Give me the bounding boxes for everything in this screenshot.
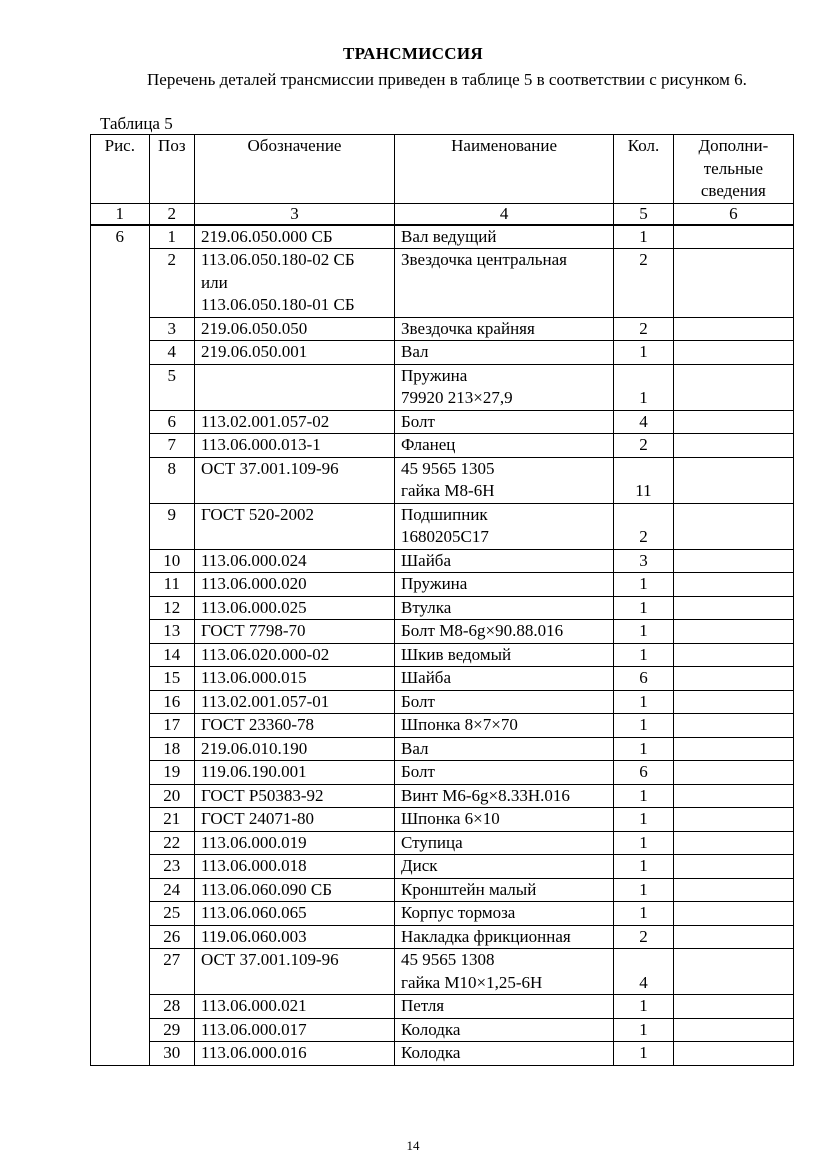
name-cell xyxy=(395,714,614,738)
table-caption: Таблица 5 xyxy=(100,114,173,133)
designation-line: 113.06.060.065 xyxy=(201,903,307,922)
position-cell: 1 xyxy=(149,225,194,249)
quantity-cell: 3 xyxy=(614,549,674,573)
name-cell xyxy=(395,434,614,458)
designation-line: 219.06.050.050 xyxy=(201,318,308,338)
table-row xyxy=(91,457,794,503)
name-cell xyxy=(395,808,614,832)
name-cell xyxy=(395,620,614,644)
position-cell: 8 xyxy=(149,457,194,503)
additional-info-cell xyxy=(673,620,793,644)
name-line: Колодка xyxy=(401,1019,461,1039)
quantity-cell: 1 xyxy=(614,1042,674,1066)
table-row xyxy=(91,549,794,573)
position-cell: 12 xyxy=(149,596,194,620)
name-cell xyxy=(395,503,614,549)
header-dop xyxy=(673,135,793,204)
additional-info-cell xyxy=(673,225,793,249)
designation-cell xyxy=(195,995,395,1019)
quantity-cell: 1 xyxy=(614,620,674,644)
designation-cell xyxy=(195,949,395,995)
name-line: Винт М6-6g×8.33Н.016 xyxy=(401,785,570,805)
column-number: 1 xyxy=(91,203,150,225)
position-cell: 20 xyxy=(149,784,194,808)
name-cell xyxy=(395,549,614,573)
header-oboznachenie: Обозначение xyxy=(195,135,395,204)
position-cell: 23 xyxy=(149,855,194,879)
designation-cell xyxy=(195,434,395,458)
designation-cell xyxy=(195,925,395,949)
additional-info-cell xyxy=(673,573,793,597)
name-line: Шайба xyxy=(401,668,451,687)
table-row xyxy=(91,784,794,808)
table-row xyxy=(91,949,794,995)
position-cell: 18 xyxy=(149,737,194,761)
table-row xyxy=(91,434,794,458)
position-cell: 6 xyxy=(149,410,194,434)
table-row xyxy=(91,925,794,949)
designation-line: 113.06.020.000-02 xyxy=(201,644,330,664)
additional-info-cell xyxy=(673,667,793,691)
name-line: Звездочка крайняя xyxy=(401,318,535,338)
position-cell: 11 xyxy=(149,573,194,597)
table-row xyxy=(91,878,794,902)
name-cell xyxy=(395,225,614,249)
designation-cell xyxy=(195,761,395,785)
name-cell xyxy=(395,1042,614,1066)
designation-cell xyxy=(195,503,395,549)
position-cell: 22 xyxy=(149,831,194,855)
additional-info-cell xyxy=(673,434,793,458)
name-cell xyxy=(395,410,614,434)
table-row xyxy=(91,855,794,879)
name-cell xyxy=(395,995,614,1019)
designation-line: ГОСТ 23360-78 xyxy=(201,715,315,734)
designation-line: 113.06.000.013-1 xyxy=(201,435,321,454)
position-cell: 29 xyxy=(149,1018,194,1042)
name-cell xyxy=(395,761,614,785)
designation-cell xyxy=(195,643,395,667)
name-line: Корпус тормоза xyxy=(401,903,516,922)
quantity-cell: 1 xyxy=(614,341,674,365)
designation-cell xyxy=(195,714,395,738)
quantity-cell: 2 xyxy=(614,434,674,458)
name-line: Вал ведущий xyxy=(401,226,497,246)
table-row xyxy=(91,341,794,365)
quantity-cell: 2 xyxy=(614,925,674,949)
name-line: гайка М8-6Н xyxy=(401,481,495,500)
quantity-cell: 1 xyxy=(614,784,674,808)
designation-line: 219.06.010.190 xyxy=(201,738,308,758)
designation-line: 113.06.000.021 xyxy=(201,996,307,1015)
name-line: Болт xyxy=(401,691,435,711)
name-line: 79920 213×27,9 xyxy=(401,388,513,407)
quantity-cell: 1 xyxy=(614,690,674,714)
name-line: Накладка фрикционная xyxy=(401,926,571,946)
additional-info-cell xyxy=(673,784,793,808)
table-row xyxy=(91,503,794,549)
column-number: 6 xyxy=(673,203,793,225)
table-row xyxy=(91,643,794,667)
table-row xyxy=(91,317,794,341)
name-cell xyxy=(395,690,614,714)
position-cell: 17 xyxy=(149,714,194,738)
additional-info-cell xyxy=(673,410,793,434)
name-line: Фланец xyxy=(401,435,456,454)
additional-info-cell xyxy=(673,808,793,832)
position-cell: 10 xyxy=(149,549,194,573)
column-number-row xyxy=(91,203,794,225)
designation-cell xyxy=(195,1042,395,1066)
designation-line: ГОСТ 520-2002 xyxy=(201,504,315,524)
position-cell: 5 xyxy=(149,364,194,410)
additional-info-cell xyxy=(673,341,793,365)
table-row xyxy=(91,249,794,318)
name-cell xyxy=(395,596,614,620)
quantity-cell: 2 xyxy=(614,503,674,549)
table-row xyxy=(91,596,794,620)
designation-line: ГОСТ 7798-70 xyxy=(201,621,306,640)
designation-cell xyxy=(195,317,395,341)
quantity-cell: 1 xyxy=(614,714,674,738)
additional-info-cell xyxy=(673,855,793,879)
name-line: Ступица xyxy=(401,832,463,852)
page-number: 14 xyxy=(406,1138,420,1153)
name-line: Шпонка 6×10 xyxy=(401,809,500,828)
header-kol: Кол. xyxy=(614,135,674,204)
designation-line: 113.02.001.057-02 xyxy=(201,411,330,431)
designation-line: 113.06.000.016 xyxy=(201,1043,307,1062)
designation-line: 119.06.190.001 xyxy=(201,762,307,781)
table-row xyxy=(91,995,794,1019)
designation-line: ОСТ 37.001.109-96 xyxy=(201,458,339,478)
name-cell xyxy=(395,643,614,667)
column-number: 2 xyxy=(149,203,194,225)
table-row xyxy=(91,902,794,926)
designation-line: 113.06.000.015 xyxy=(201,668,307,687)
table-row xyxy=(91,761,794,785)
name-line: Болт xyxy=(401,411,435,431)
designation-cell xyxy=(195,808,395,832)
position-cell: 7 xyxy=(149,434,194,458)
designation-cell xyxy=(195,620,395,644)
designation-line: 113.06.000.017 xyxy=(201,1019,307,1039)
quantity-cell: 1 xyxy=(614,808,674,832)
quantity-cell: 1 xyxy=(614,902,674,926)
designation-cell xyxy=(195,784,395,808)
additional-info-cell xyxy=(673,690,793,714)
name-line: Пружина xyxy=(401,365,468,385)
quantity-cell: 6 xyxy=(614,761,674,785)
position-cell: 3 xyxy=(149,317,194,341)
name-cell xyxy=(395,925,614,949)
designation-line: ОСТ 37.001.109-96 xyxy=(201,950,339,969)
name-line: Вал xyxy=(401,342,429,361)
position-cell: 24 xyxy=(149,878,194,902)
name-line: Петля xyxy=(401,996,445,1015)
table-row xyxy=(91,831,794,855)
designation-cell xyxy=(195,573,395,597)
quantity-cell: 1 xyxy=(614,737,674,761)
designation-cell xyxy=(195,341,395,365)
name-line: Шпонка 8×7×70 xyxy=(401,715,518,734)
name-line: Колодка xyxy=(401,1043,461,1062)
designation-cell xyxy=(195,737,395,761)
position-cell: 14 xyxy=(149,643,194,667)
designation-line: 113.06.050.180-01 СБ xyxy=(201,295,355,314)
header-dop-line1: Дополни- xyxy=(698,136,769,155)
name-cell xyxy=(395,737,614,761)
name-cell xyxy=(395,573,614,597)
name-line: Шайба xyxy=(401,550,451,570)
designation-line: 113.02.001.057-01 xyxy=(201,691,330,711)
designation-cell xyxy=(195,878,395,902)
additional-info-cell xyxy=(673,902,793,926)
name-line: Пружина xyxy=(401,574,468,593)
position-cell: 13 xyxy=(149,620,194,644)
designation-line: 219.06.050.001 xyxy=(201,342,308,361)
quantity-cell: 1 xyxy=(614,225,674,249)
name-cell xyxy=(395,317,614,341)
name-cell xyxy=(395,831,614,855)
name-cell xyxy=(395,855,614,879)
designation-line: 113.06.000.019 xyxy=(201,832,307,852)
page-title: ТРАНСМИССИЯ xyxy=(343,44,483,63)
additional-info-cell xyxy=(673,643,793,667)
name-line: Болт М8-6g×90.88.016 xyxy=(401,621,564,640)
quantity-cell: 1 xyxy=(614,855,674,879)
designation-cell xyxy=(195,690,395,714)
additional-info-cell xyxy=(673,317,793,341)
name-cell xyxy=(395,902,614,926)
quantity-cell: 4 xyxy=(614,949,674,995)
position-cell: 26 xyxy=(149,925,194,949)
quantity-cell: 2 xyxy=(614,249,674,318)
table-row xyxy=(91,364,794,410)
table-row xyxy=(91,620,794,644)
designation-cell xyxy=(195,364,395,410)
designation-cell xyxy=(195,667,395,691)
name-cell xyxy=(395,1018,614,1042)
name-cell xyxy=(395,457,614,503)
table-row xyxy=(91,667,794,691)
designation-cell xyxy=(195,596,395,620)
additional-info-cell xyxy=(673,1018,793,1042)
designation-line: или xyxy=(201,272,228,292)
table-row xyxy=(91,690,794,714)
position-cell: 30 xyxy=(149,1042,194,1066)
quantity-cell: 1 xyxy=(614,878,674,902)
position-cell: 15 xyxy=(149,667,194,691)
quantity-cell: 1 xyxy=(614,831,674,855)
name-cell xyxy=(395,364,614,410)
table-row xyxy=(91,808,794,832)
position-cell: 21 xyxy=(149,808,194,832)
quantity-cell: 1 xyxy=(614,1018,674,1042)
quantity-cell: 4 xyxy=(614,410,674,434)
table-row xyxy=(91,573,794,597)
designation-cell xyxy=(195,457,395,503)
designation-cell xyxy=(195,225,395,249)
name-cell xyxy=(395,878,614,902)
designation-cell xyxy=(195,855,395,879)
header-dop-line3: сведения xyxy=(700,181,766,200)
additional-info-cell xyxy=(673,925,793,949)
position-cell: 27 xyxy=(149,949,194,995)
designation-line: ГОСТ Р50383-92 xyxy=(201,785,324,805)
name-line: Втулка xyxy=(401,597,452,617)
table-row xyxy=(91,225,794,249)
designation-line: 113.06.050.180-02 СБ xyxy=(201,250,355,269)
position-cell: 2 xyxy=(149,249,194,318)
parts-table-body xyxy=(91,225,794,1066)
name-line: Болт xyxy=(401,762,435,781)
designation-line: 113.06.000.018 xyxy=(201,856,307,875)
name-line: 45 9565 1305 xyxy=(401,458,495,478)
column-number: 3 xyxy=(195,203,395,225)
table-header-row xyxy=(91,135,794,204)
name-line: Подшипник xyxy=(401,504,488,524)
header-ris: Рис. xyxy=(91,135,150,204)
name-line: Звездочка центральная xyxy=(401,250,567,269)
additional-info-cell xyxy=(673,457,793,503)
position-cell: 25 xyxy=(149,902,194,926)
designation-cell xyxy=(195,249,395,318)
additional-info-cell xyxy=(673,1042,793,1066)
position-cell: 16 xyxy=(149,690,194,714)
additional-info-cell xyxy=(673,249,793,318)
additional-info-cell xyxy=(673,949,793,995)
quantity-cell: 1 xyxy=(614,596,674,620)
name-line: гайка М10×1,25-6Н xyxy=(401,972,543,992)
position-cell: 28 xyxy=(149,995,194,1019)
table-row xyxy=(91,410,794,434)
table-row xyxy=(91,737,794,761)
designation-cell xyxy=(195,549,395,573)
designation-line: 113.06.000.024 xyxy=(201,550,307,570)
additional-info-cell xyxy=(673,549,793,573)
additional-info-cell xyxy=(673,596,793,620)
designation-cell xyxy=(195,831,395,855)
name-line: 1680205С17 xyxy=(401,527,489,546)
additional-info-cell xyxy=(673,878,793,902)
additional-info-cell xyxy=(673,364,793,410)
designation-line: 113.06.000.025 xyxy=(201,597,307,617)
name-cell xyxy=(395,249,614,318)
additional-info-cell xyxy=(673,714,793,738)
quantity-cell: 1 xyxy=(614,573,674,597)
header-poz: Поз xyxy=(149,135,194,204)
name-line: Диск xyxy=(401,856,438,875)
quantity-cell: 1 xyxy=(614,364,674,410)
position-cell: 19 xyxy=(149,761,194,785)
designation-cell xyxy=(195,902,395,926)
header-dop-line2: тельные xyxy=(703,158,764,178)
position-cell: 9 xyxy=(149,503,194,549)
position-cell: 4 xyxy=(149,341,194,365)
designation-line: 113.06.000.020 xyxy=(201,574,307,593)
quantity-cell: 6 xyxy=(614,667,674,691)
table-row xyxy=(91,714,794,738)
name-cell xyxy=(395,341,614,365)
name-line: 45 9565 1308 xyxy=(401,950,495,969)
quantity-cell: 2 xyxy=(614,317,674,341)
header-naimenovanie: Наименование xyxy=(395,135,614,204)
designation-line: 113.06.060.090 СБ xyxy=(201,879,332,899)
designation-cell xyxy=(195,1018,395,1042)
column-number: 5 xyxy=(614,203,674,225)
table-row xyxy=(91,1042,794,1066)
designation-line: ГОСТ 24071-80 xyxy=(201,809,315,828)
quantity-cell: 1 xyxy=(614,643,674,667)
figure-number: 6 xyxy=(91,225,150,1066)
additional-info-cell xyxy=(673,831,793,855)
quantity-cell: 11 xyxy=(614,457,674,503)
quantity-cell: 1 xyxy=(614,995,674,1019)
parts-table xyxy=(90,134,794,1066)
designation-line: 219.06.050.000 СБ xyxy=(201,226,333,246)
intro-paragraph: Перечень деталей трансмиссии приведен в таблице 5 в соответствии с рисунком 6. xyxy=(147,70,747,89)
additional-info-cell xyxy=(673,503,793,549)
name-cell xyxy=(395,667,614,691)
name-cell xyxy=(395,949,614,995)
additional-info-cell xyxy=(673,995,793,1019)
designation-cell xyxy=(195,410,395,434)
name-line: Кронштейн малый xyxy=(401,879,537,899)
designation-line: 119.06.060.003 xyxy=(201,926,307,946)
name-cell xyxy=(395,784,614,808)
table-row xyxy=(91,1018,794,1042)
additional-info-cell xyxy=(673,737,793,761)
additional-info-cell xyxy=(673,761,793,785)
name-line: Вал xyxy=(401,738,429,758)
column-number: 4 xyxy=(395,203,614,225)
name-line: Шкив ведомый xyxy=(401,644,512,664)
